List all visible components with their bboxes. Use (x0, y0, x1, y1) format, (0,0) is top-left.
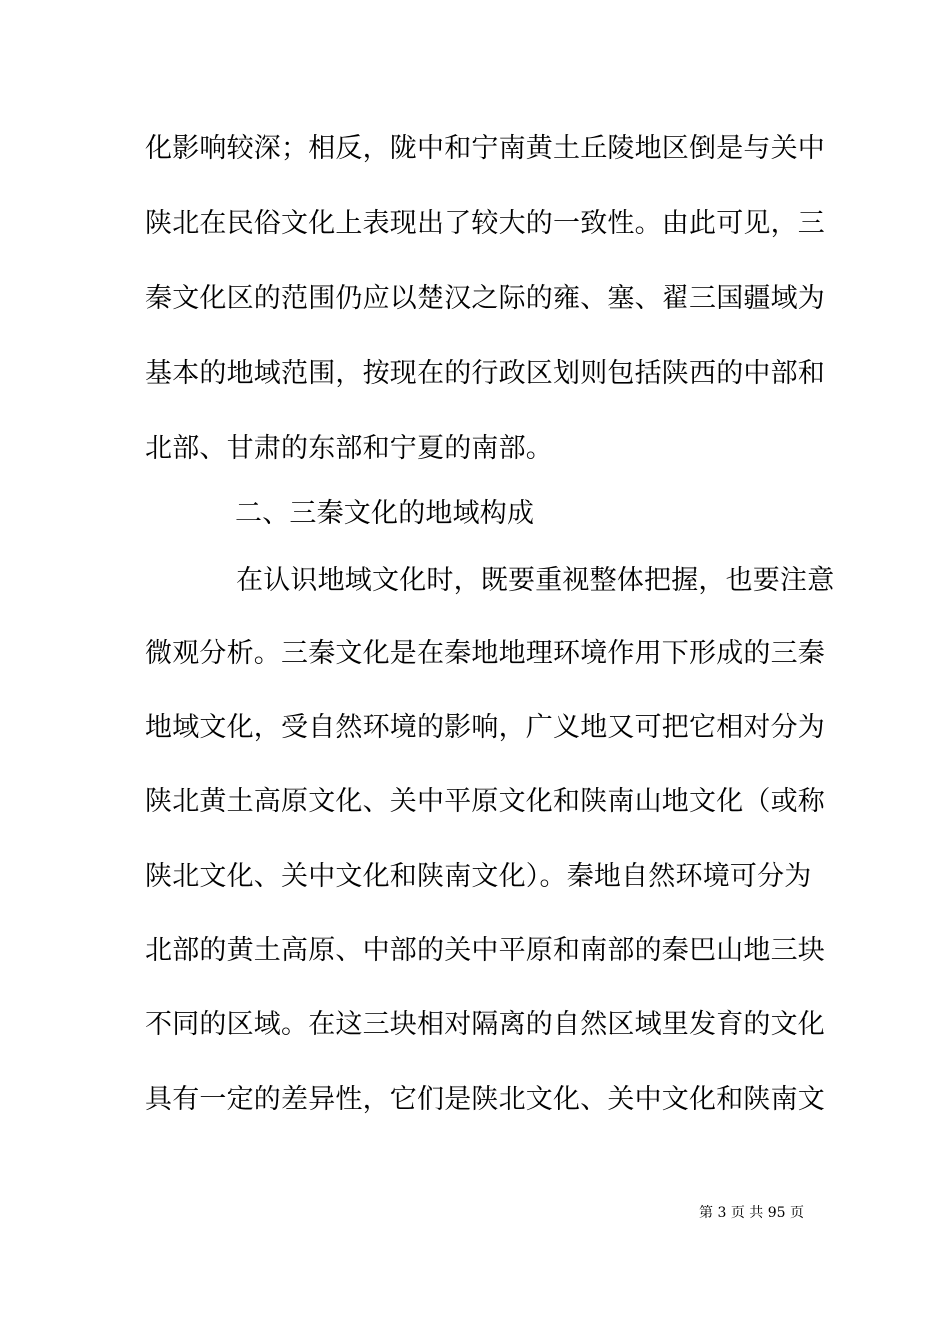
body-line: 具有一定的差异性，它们是陕北文化、关中文化和陕南文 (145, 1084, 825, 1115)
body-line: 北部的黄土高原、中部的关中平原和南部的秦巴山地三块 (145, 935, 825, 966)
body-line: 秦文化区的范围仍应以楚汉之际的雍、塞、翟三国疆域为 (145, 283, 825, 314)
body-line: 陕北黄土高原文化、关中平原文化和陕南山地文化（或称 (145, 786, 825, 817)
section-heading: 二、三秦文化的地域构成 (235, 498, 535, 529)
page-number-footer: 第 3 页 共 95 页 (699, 1205, 804, 1221)
body-line: 基本的地域范围，按现在的行政区划则包括陕西的中部和 (145, 358, 825, 389)
body-line: 化影响较深；相反，陇中和宁南黄土丘陵地区倒是与关中 (145, 133, 825, 164)
body-line: 微观分析。三秦文化是在秦地地理环境作用下形成的三秦 (145, 638, 825, 669)
body-line: 北部、甘肃的东部和宁夏的南部。 (145, 433, 553, 464)
paragraph-first-line: 在认识地域文化时，既要重视整体把握，也要注意 (236, 565, 835, 596)
body-line: 陕北文化、关中文化和陕南文化）。秦地自然环境可分为 (145, 861, 812, 892)
body-line: 地域文化，受自然环境的影响，广义地又可把它相对分为 (145, 712, 825, 743)
body-line: 陕北在民俗文化上表现出了较大的一致性。由此可见，三 (145, 208, 825, 239)
body-line: 不同的区域。在这三块相对隔离的自然区域里发育的文化 (145, 1009, 825, 1040)
